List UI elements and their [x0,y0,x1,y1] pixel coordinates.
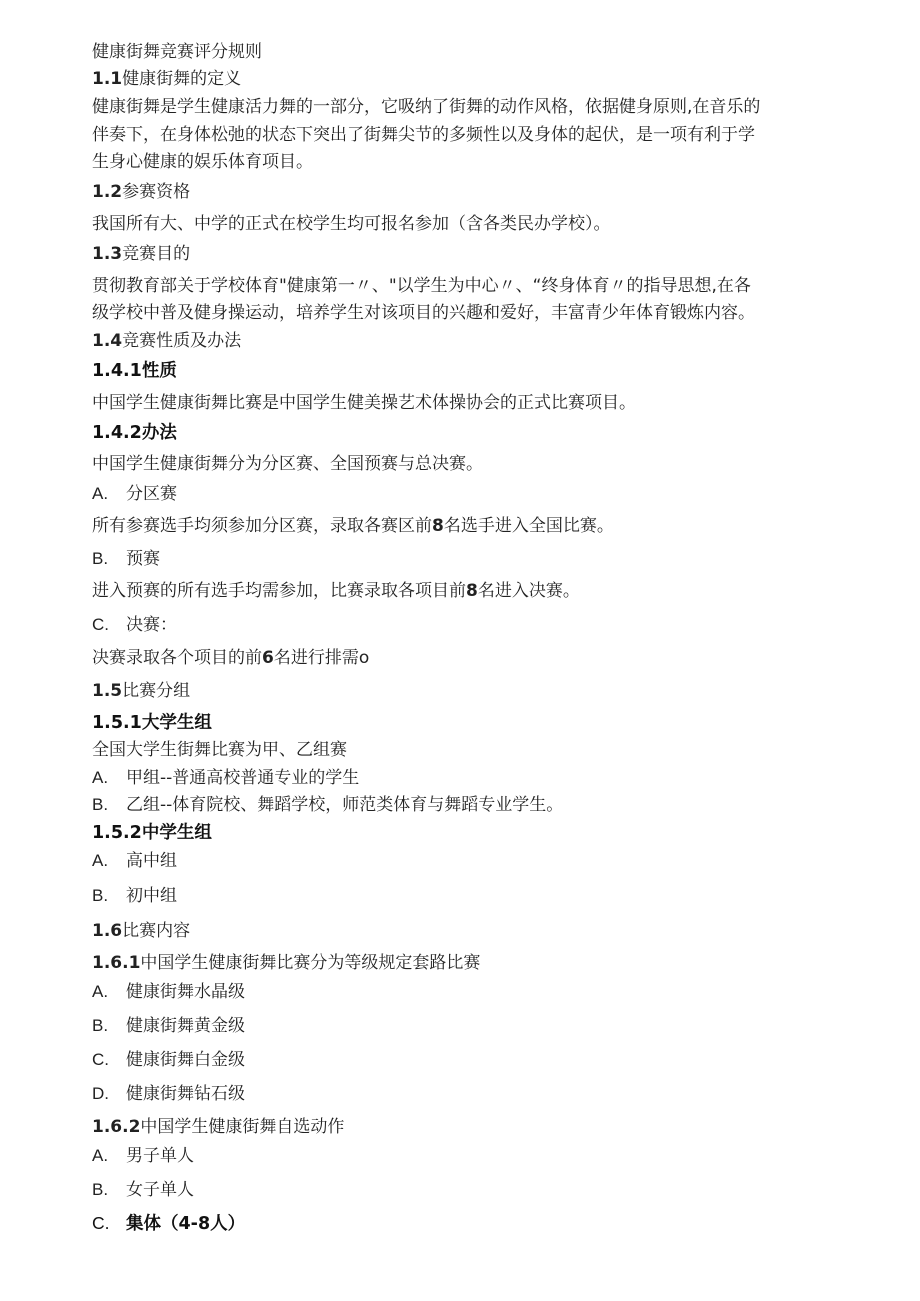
number-run: 8 [432,516,444,536]
section-1-4-2-heading [92,422,177,444]
list-marker: D. [92,1084,109,1103]
list-marker: B. [92,1016,109,1035]
section-1-6-2-heading [92,1116,344,1138]
list-item-text: 初中组 [126,886,177,906]
list-marker: A. [92,851,109,870]
paragraph-line: 我国所有大、中学的正式在校学生均可报名参加（含各类民办学校）。 [92,214,611,234]
section-number: 1.6.2 [92,1117,141,1137]
list-item-text: 健康街舞黄金级 [126,1016,245,1036]
section-number: 1.6 [92,921,123,941]
section-title: 竞赛目的 [122,244,191,264]
list-item-text: 集体（4-8人） [126,1214,246,1234]
list-marker: C. [92,1213,110,1233]
list-item-text: 决赛： [126,615,177,635]
paragraph-line: 中国学生健康街舞比赛是中国学生健美操艺术体操协会的正式比赛项目。 [92,393,636,413]
section-1-5-heading [92,680,190,702]
section-title: 健康街舞的定义 [122,69,242,89]
section-title: 办法 [141,423,177,443]
list-marker: C. [92,1050,109,1069]
list-marker: A. [92,768,109,787]
list-item-text: 健康街舞钻石级 [126,1084,245,1104]
paragraph-line [92,580,580,602]
number-run: 6 [262,648,274,668]
paragraph-line: 中国学生健康街舞分为分区赛、全国预赛与总决赛。 [92,454,483,474]
list-marker: A. [92,484,109,503]
text-run: 名进行排需o [273,648,370,668]
list-item-text: 预赛 [126,549,160,569]
text-run: 名选手进入全国比赛。 [443,516,614,536]
section-1-2-heading [92,181,190,203]
list-marker: C. [92,615,109,634]
list-item-text: 女子单人 [126,1180,194,1200]
section-1-1-heading [92,68,241,90]
paragraph-line: 级学校中普及健身操运动，培养学生对该项目的兴趣和爱好，丰富青少年体育锻炼内容。 [92,303,755,323]
section-title: 中国学生健康街舞自选动作 [140,1117,345,1137]
list-item [92,548,160,570]
text-run: 名进入决赛。 [477,581,580,601]
section-title: 中国学生健康街舞比赛分为等级规定套路比赛 [140,953,481,973]
section-1-4-heading [92,330,241,352]
list-marker: B. [92,886,109,905]
list-item-text: 分区赛 [126,484,177,504]
section-title: 比赛分组 [122,681,191,701]
list-item [92,1145,194,1167]
section-title: 中学生组 [141,823,212,843]
list-item [92,1212,245,1235]
list-item [92,1049,245,1071]
section-1-5-1-heading [92,712,212,734]
list-item-text: 男子单人 [126,1146,194,1166]
section-1-4-1-heading [92,360,177,382]
section-title: 比赛内容 [122,921,191,941]
text-run: 进入预赛的所有选手均需参加，比赛录取各项目前 [92,581,466,601]
paragraph-line: 伴奏下，在身体松弛的状态下突出了街舞尖节的多频性以及身体的起伏，是一项有利于学 [92,125,755,145]
list-item [92,794,563,816]
section-1-3-heading [92,243,190,265]
document-title: 健康街舞竞赛评分规则 [92,42,262,62]
list-item [92,1179,194,1201]
list-item [92,885,177,907]
paragraph-line [92,515,614,537]
list-marker: B. [92,1180,109,1199]
paragraph-line: 全国大学生街舞比赛为甲、乙组赛 [92,740,347,760]
section-number: 1.5 [92,681,123,701]
list-item-text: 健康街舞白金级 [126,1050,245,1070]
list-item [92,981,245,1003]
section-title: 大学生组 [141,713,212,733]
paragraph-line [92,647,369,669]
paragraph-line: 生身心健康的娱乐体育项目。 [92,152,313,172]
section-1-5-2-heading [92,822,212,844]
list-item-text: 乙组--体育院校、舞蹈学校，师范类体育与舞蹈专业学生。 [126,795,564,815]
section-number: 1.2 [92,182,123,202]
section-title: 竞赛性质及办法 [122,331,242,351]
list-marker: A. [92,982,109,1001]
section-number: 1.5.2 [92,823,142,843]
paragraph-line: 健康街舞是学生健康活力舞的一部分，它吸纳了街舞的动作风格，依据健身原则,在音乐的 [92,97,761,117]
list-item [92,850,177,872]
section-title: 性质 [141,361,177,381]
list-marker: A. [92,1146,109,1165]
list-item-text: 甲组--普通高校普通专业的学生 [126,768,360,788]
list-item [92,1083,245,1105]
text-run: 所有参赛选手均须参加分区赛，录取各赛区前 [92,516,432,536]
list-item [92,483,177,505]
section-number: 1.3 [92,244,123,264]
list-item [92,767,359,789]
section-number: 1.1 [92,69,123,89]
text-run: 决赛录取各个项目的前 [92,648,262,668]
section-number: 1.4.1 [92,361,142,381]
list-marker: B. [92,795,109,814]
list-item-text: 高中组 [126,851,177,871]
section-1-6-heading [92,920,190,942]
section-number: 1.6.1 [92,953,141,973]
section-number: 1.4 [92,331,123,351]
section-number: 1.4.2 [92,423,142,443]
number-run: 8 [466,581,478,601]
paragraph-line: 贯彻教育部关于学校体育"健康第一〃、"以学生为中心〃、“终身体育〃的指导思想,在各 [92,276,751,296]
list-item [92,614,177,636]
list-marker: B. [92,549,109,568]
list-item-text: 健康街舞水晶级 [126,982,245,1002]
section-number: 1.5.1 [92,713,142,733]
section-title: 参赛资格 [122,182,191,202]
section-1-6-1-heading [92,952,480,974]
list-item [92,1015,245,1037]
